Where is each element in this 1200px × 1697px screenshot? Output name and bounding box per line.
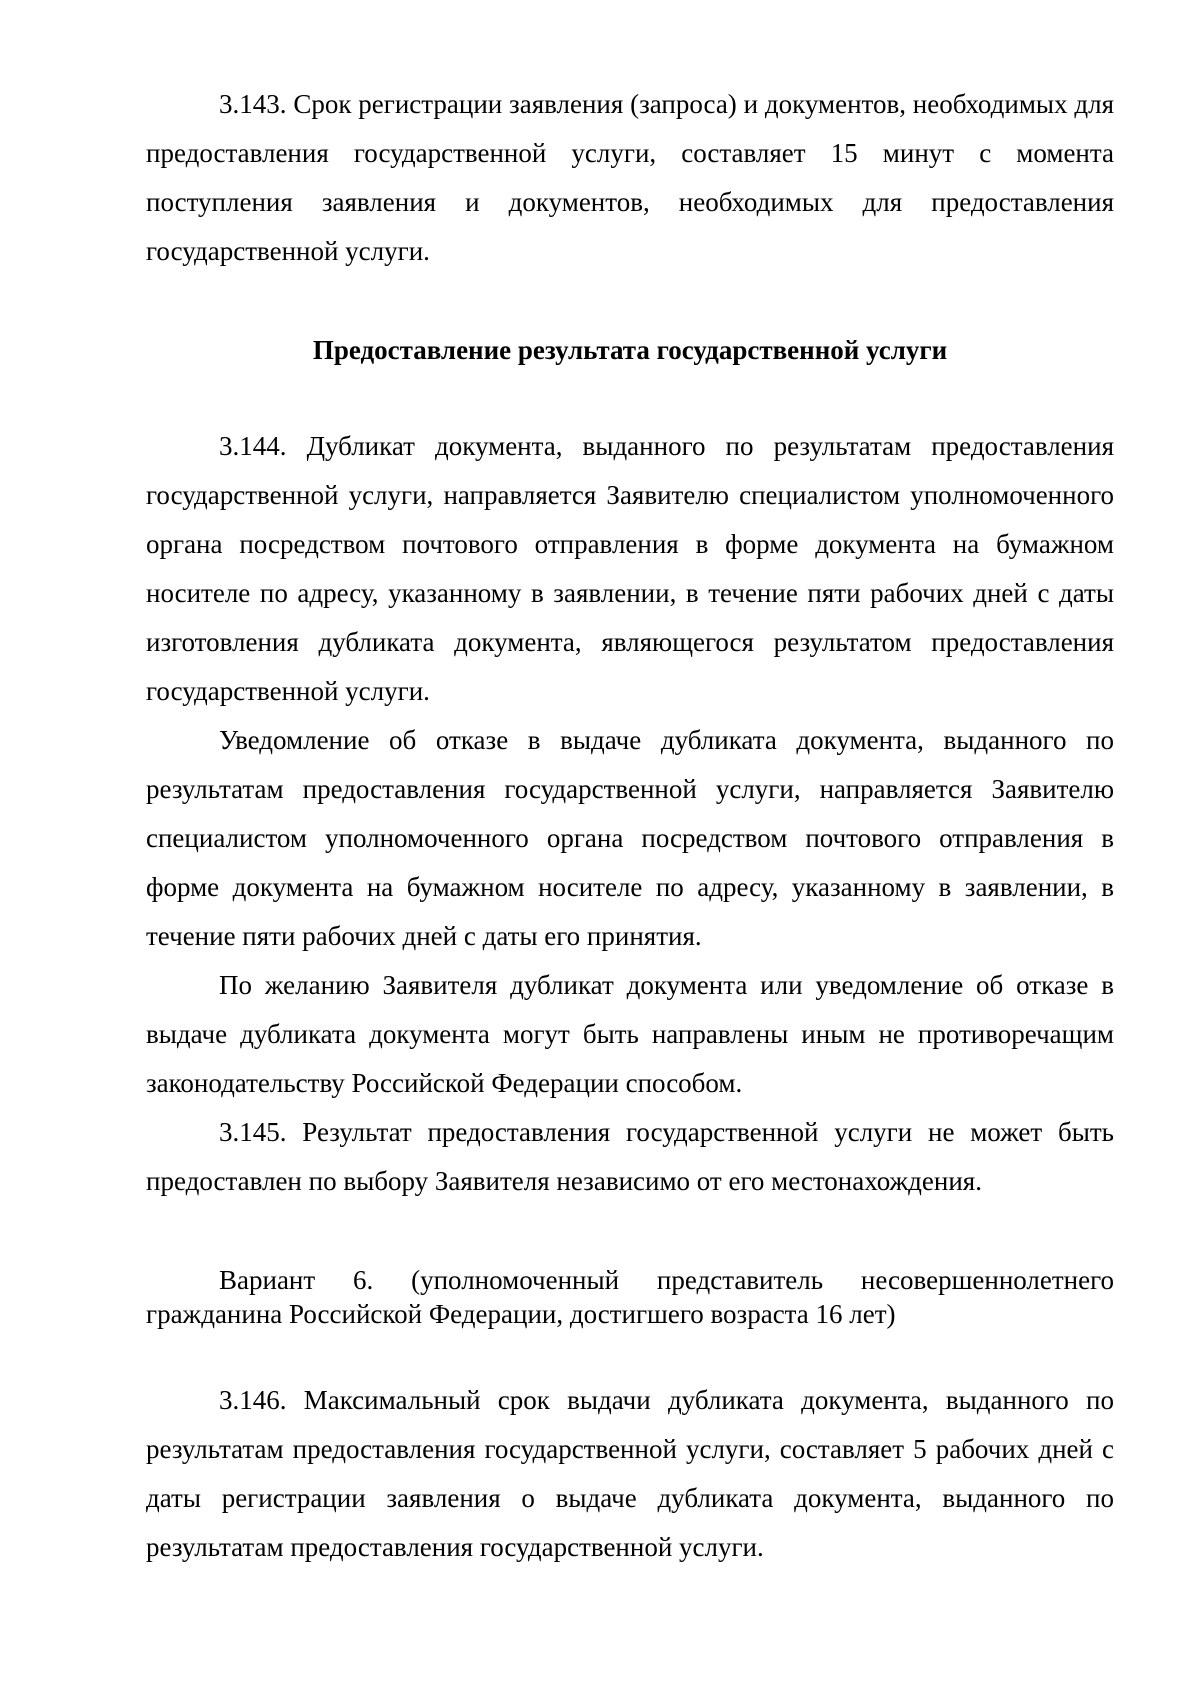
section-heading: Предоставление результата государственной услуги: [312, 335, 948, 365]
paragraph-3-143: 3.143. Срок регистрации заявления (запроса) и документов, необходимых для предоставления государственной услуги, составляет 15 минут с момента поступления заявления и документов, необходимых для предоставления государственной услуги.: [146, 89, 1114, 266]
paragraph-refusal-notice: Уведомление об отказе в выдаче дубликата документа, выданного по результатам предоставления государственной услуги, направляется Заявителю специалистом уполномоченного органа посредством почтового отправления в форме документа на бумажном носителе по адресу, указанному в заявлении, в течение пяти рабочих дней с даты его принятия.: [146, 725, 1114, 951]
spacer: [146, 1331, 1114, 1376]
spacer: [146, 276, 1114, 326]
paragraph-3-144: 3.144. Дубликат документа, выданного по результатам предоставления государственной услуги, направляется Заявителю специалистом уполномоченного органа посредством почтового отправления в форме документа на бумажном носителе по адресу, указанному в заявлении, в течение пяти рабочих дней с даты изготовления дубликата документа, являющегося результатом предоставления государственной услуги.: [146, 431, 1114, 706]
variant-6-title: Вариант 6. (уполномоченный представитель несовершеннолетнего гражданина Российской Федерации, достигшего возраста 16 лет): [146, 1265, 1114, 1329]
spacer: [146, 1206, 1114, 1263]
paragraph-3-146: 3.146. Максимальный срок выдачи дубликата документа, выданного по результатам предоставления государственной услуги, составляет 5 рабочих дней с даты регистрации заявления о выдаче дубликата документа, выданного по результатам предоставления государственной услуги.: [146, 1385, 1114, 1562]
document-page: [146, 80, 1114, 1572]
paragraph-3-145: 3.145. Результат предоставления государственной услуги не может быть предоставлен по выбору Заявителя независимо от его местонахождения.: [146, 1117, 1114, 1196]
spacer: [146, 375, 1114, 422]
paragraph-applicant-wish: По желанию Заявителя дубликат документа или уведомление об отказе в выдаче дубликата документа могут быть направлены иным не противоречащим законодательству Российской Федерации способом.: [146, 970, 1114, 1098]
